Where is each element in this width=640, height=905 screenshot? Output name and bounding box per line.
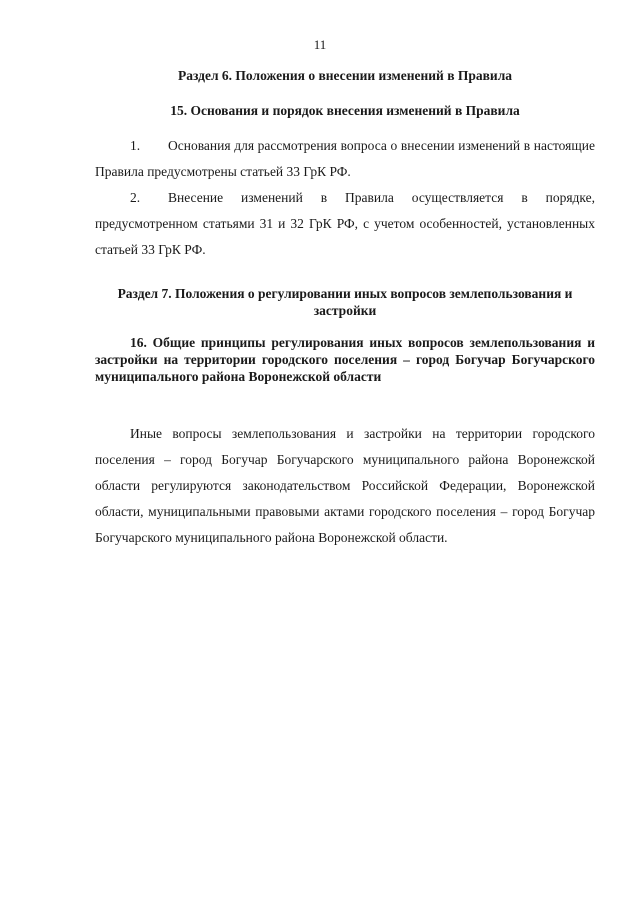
item-text: Основания для рассмотрения вопроса о внесении изменений в настоящие Правила предусмотрены статьей 33 ГрК РФ. [95, 138, 595, 179]
article-15-item-2 [95, 185, 595, 263]
item-number: 2. [130, 190, 141, 205]
article-16-paragraph: Иные вопросы землепользования и застройки на территории городского поселения – город Богучар Богучарского муниципального района Воронежской области регулируются законодательством Российской Федерации, Воронежской области, муниципальными правовыми актами городского поселения – город Богучар Богучарского муниципального района Воронежской области. [95, 426, 595, 545]
page-number: 11 [313, 37, 327, 52]
article-15-item-1 [95, 133, 595, 185]
item-text: Внесение изменений в Правила осуществляется в порядке, предусмотренном статьями 31 и 32 ГрК РФ, с учетом особенностей, установленных статьей 33 ГрК РФ. [95, 190, 595, 257]
section-6-title: Раздел 6. Положения о внесении изменений в Правила [177, 68, 513, 83]
section-7-title: Раздел 7. Положения о регулировании иных вопросов землепользования и застройки [117, 286, 573, 318]
article-16-title: 16. Общие принципы регулирования иных вопросов землепользования и застройки на территории городского поселения – город Богучар Богучарского муниципального района Воронежской области [95, 335, 595, 384]
article-15-title: 15. Основания и порядок внесения изменений в Правила [170, 103, 520, 118]
item-number: 1. [130, 138, 141, 153]
